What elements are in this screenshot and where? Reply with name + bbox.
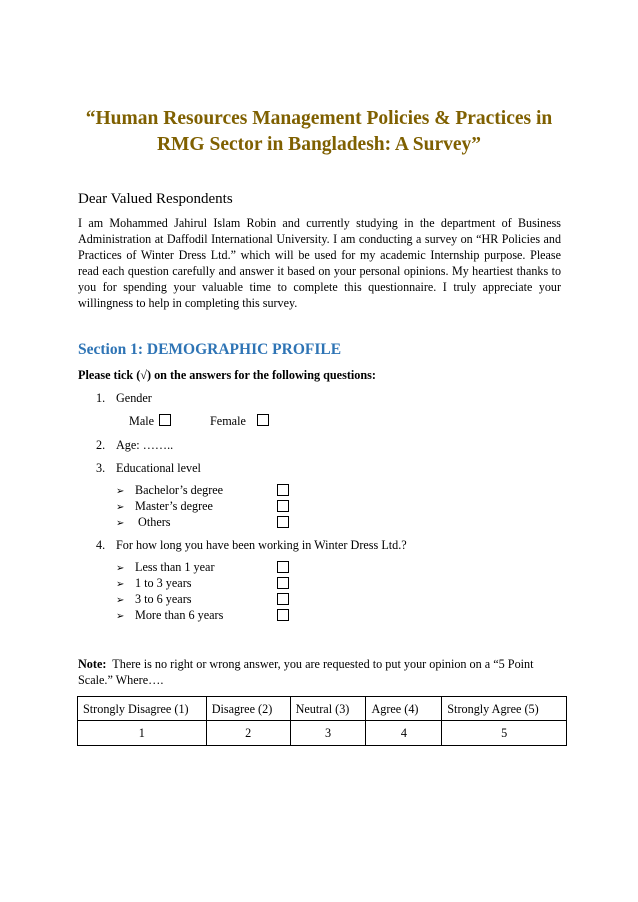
gender-female-checkbox[interactable] xyxy=(257,414,269,426)
question-number: 2. xyxy=(96,438,106,452)
table-row xyxy=(78,721,567,746)
greeting: Dear Valued Respondents xyxy=(78,191,233,207)
section-heading: Section 1: DEMOGRAPHIC PROFILE xyxy=(78,341,342,358)
tenure-3-6-checkbox[interactable] xyxy=(277,593,289,605)
title-line-1: “Human Resources Management Policies & Practices in xyxy=(85,108,553,129)
table-header-cell: Disagree (2) xyxy=(206,697,290,721)
note-text: There is no right or wrong answer, you are requested to put your opinion on a “5 Point Scale.” Where…. xyxy=(78,657,537,687)
arrow-bullet-icon: ➢ xyxy=(116,595,125,606)
arrow-bullet-icon: ➢ xyxy=(116,486,125,497)
table-cell: 3 xyxy=(290,721,366,746)
arrow-bullet-icon: ➢ xyxy=(116,563,125,574)
question-education xyxy=(96,461,201,476)
table-header-cell: Strongly Agree (5) xyxy=(442,697,567,721)
table-cell: 5 xyxy=(442,721,567,746)
tenure-option xyxy=(116,607,223,625)
arrow-bullet-icon: ➢ xyxy=(116,611,125,622)
tenure-1-3-checkbox[interactable] xyxy=(277,577,289,589)
likert-scale-table xyxy=(77,696,567,746)
table-header-row xyxy=(78,697,567,721)
arrow-bullet-icon: ➢ xyxy=(116,502,125,513)
question-number: 1. xyxy=(96,391,106,405)
question-tenure xyxy=(96,538,407,553)
note-label: Note: xyxy=(78,657,107,671)
option-label: Less than 1 year xyxy=(135,560,215,574)
question-label[interactable]: Age: …….. xyxy=(116,438,174,452)
option-label: Master’s degree xyxy=(135,499,213,513)
question-gender xyxy=(96,391,152,406)
education-bachelor-checkbox[interactable] xyxy=(277,484,289,496)
instruction-text: Please tick (√) on the answers for the following questions: xyxy=(78,368,376,382)
table-cell: 1 xyxy=(78,721,207,746)
option-label: More than 6 years xyxy=(135,608,224,622)
question-number: 4. xyxy=(96,538,106,552)
education-master-checkbox[interactable] xyxy=(277,500,289,512)
intro-paragraph: I am Mohammed Jahirul Islam Robin and currently studying in the department of Business Administration at Daffodil International University. I am conducting a survey on “HR Policies and Practices of Winter Dress Ltd.” which will be used for my academic Internship purpose. Please read each question carefully and answer it based on your personal opinions. My heartiest thanks to you for spending your valuable time to complete this questionnaire. I truly appreciate your willingness to help in completing this survey. xyxy=(78,216,561,310)
arrow-bullet-icon: ➢ xyxy=(116,518,125,529)
education-others-checkbox[interactable] xyxy=(277,516,289,528)
question-label: Educational level xyxy=(116,461,201,475)
table-header-cell: Neutral (3) xyxy=(290,697,366,721)
arrow-bullet-icon: ➢ xyxy=(116,579,125,590)
tenure-less-1-checkbox[interactable] xyxy=(277,561,289,573)
gender-option-female: Female xyxy=(210,414,246,428)
question-number: 3. xyxy=(96,461,106,475)
title-line-2: RMG Sector in Bangladesh: A Survey” xyxy=(156,134,482,155)
table-cell: 2 xyxy=(206,721,290,746)
gender-option-male: Male xyxy=(129,414,155,428)
gender-male-checkbox[interactable] xyxy=(159,414,171,426)
education-option xyxy=(116,514,171,532)
tenure-more-6-checkbox[interactable] xyxy=(277,609,289,621)
table-header-cell: Agree (4) xyxy=(366,697,442,721)
question-label: Gender xyxy=(116,391,152,405)
table-cell: 4 xyxy=(366,721,442,746)
table-header-cell: Strongly Disagree (1) xyxy=(78,697,207,721)
note-paragraph xyxy=(78,656,562,688)
option-label: Bachelor’s degree xyxy=(135,483,224,497)
option-label: Others xyxy=(135,515,171,529)
option-label: 1 to 3 years xyxy=(135,576,192,590)
question-label: For how long you have been working in Winter Dress Ltd.? xyxy=(116,538,407,552)
option-label: 3 to 6 years xyxy=(135,592,192,606)
question-age xyxy=(96,438,173,453)
document-title xyxy=(60,106,578,158)
